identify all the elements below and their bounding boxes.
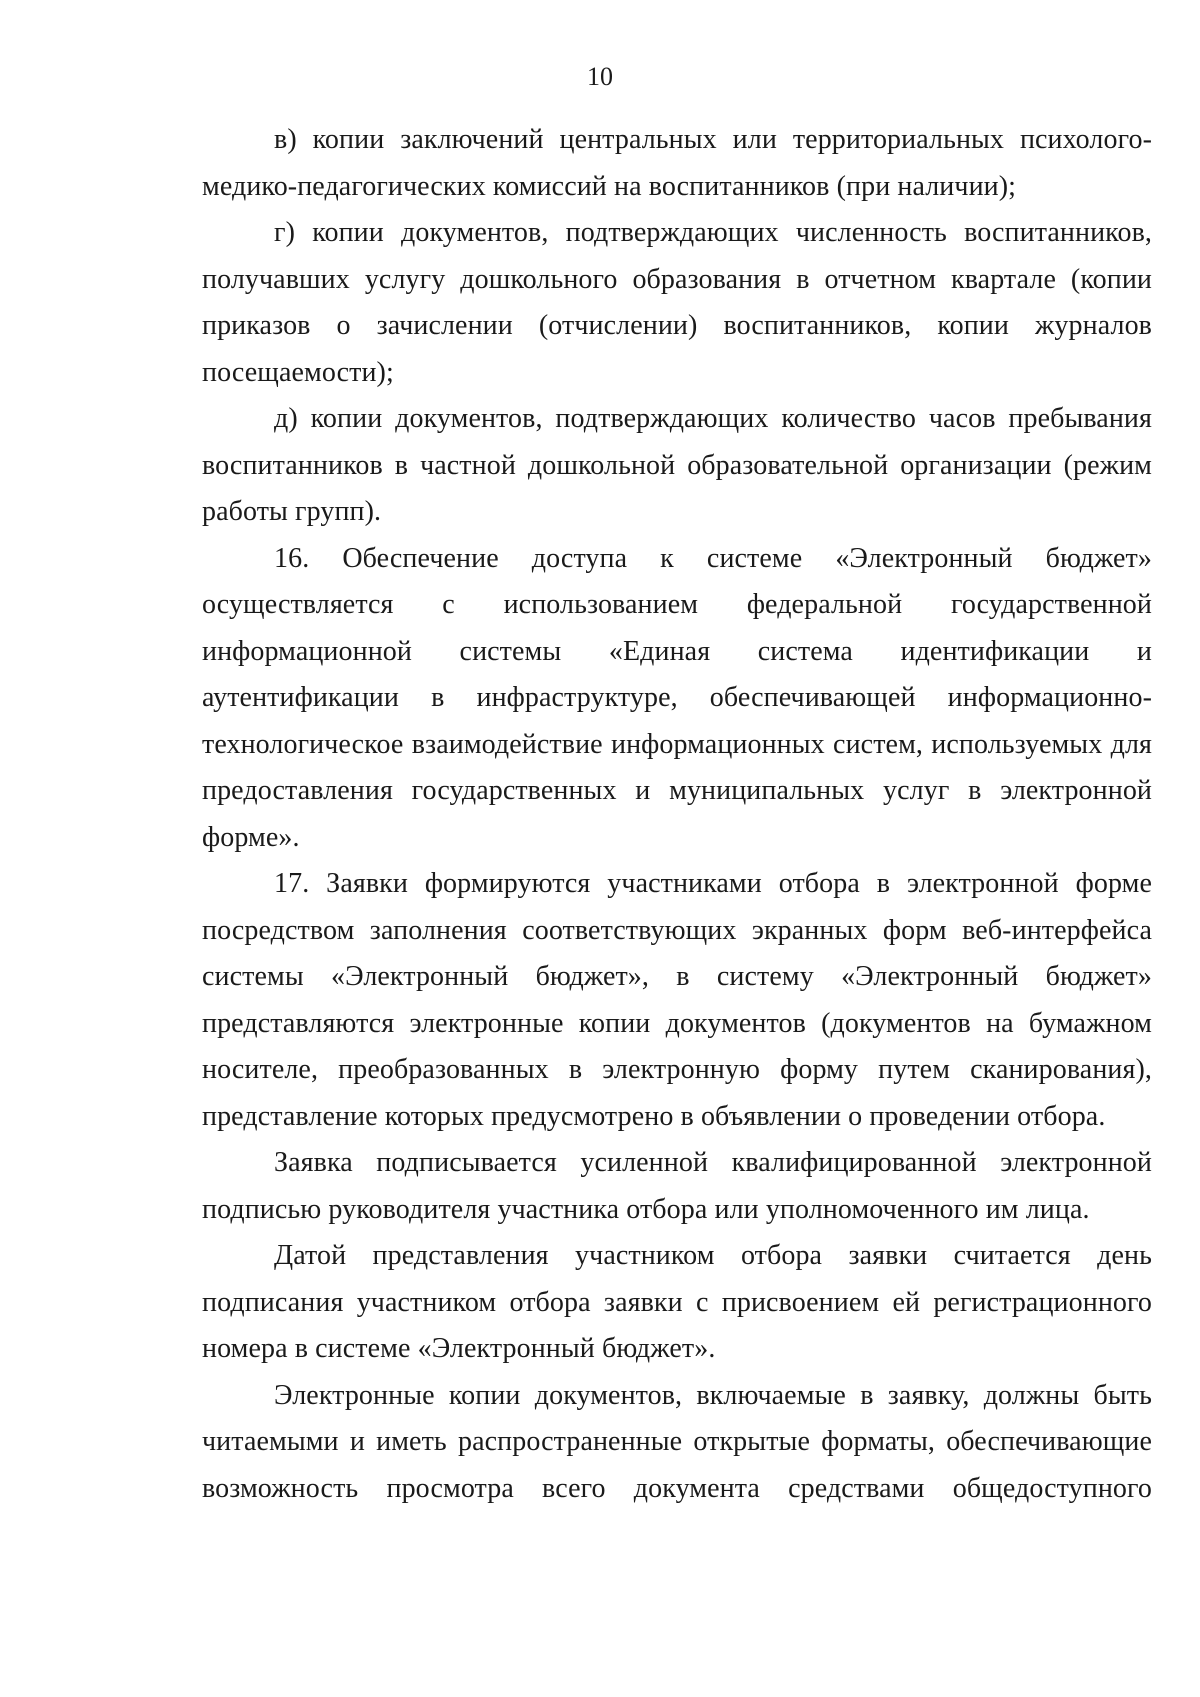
scan-speck [515,14,522,18]
paragraph-16: 16. Обеспечение доступа к системе «Электронный бюджет» осуществляется с использованием федеральной государственной информационной системы «Единая система идентификации и аутентификации в инфраструктуре, обеспечивающей информационно-технологическое взаимодействие информационных систем, используемых для предоставления государственных и муниципальных услуг в электронной форме». [202,542,1152,853]
paragraph-electronic-copies: Электронные копии документов, включаемые в заявку, должны быть читаемыми и иметь распространенные открытые форматы, обеспечивающие возможность просмотра всего документа средствами общедоступного [202,1379,1152,1504]
paragraph-signature: Заявка подписывается усиленной квалифицированной электронной подписью руководителя участника отбора или уполномоченного им лица. [202,1147,1152,1225]
paragraph-d: д) копии документов, подтверждающих количество часов пребывания воспитанников в частной дошкольной образовательной организации (режим работы групп). [202,403,1152,527]
document-body [202,117,1152,1512]
paragraph-g: г) копии документов, подтверждающих численность воспитанников, получавших услугу дошкольного образования в отчетном квартале (копии приказов о зачислении (отчислении) воспитанников, копии журналов посещаемости); [202,217,1152,388]
paragraph-v: в) копии заключений центральных или территориальных психолого-медико-педагогических комиссий на воспитанников (при наличии); [202,124,1152,202]
paragraph-17: 17. Заявки формируются участниками отбора в электронной форме посредством заполнения соответствующих экранных форм веб-интерфейса системы «Электронный бюджет», в систему «Электронный бюджет» представляются электронные копии документов (документов на бумажном носителе, преобразованных в электронную форму путем сканирования), представление которых предусмотрено в объявлении о проведении отбора. [202,868,1152,1132]
paragraph-submission-date: Датой представления участником отбора заявки считается день подписания участником отбора заявки с присвоением ей регистрационного номера в системе «Электронный бюджет». [202,1240,1152,1364]
page-number: 10 [587,62,613,91]
